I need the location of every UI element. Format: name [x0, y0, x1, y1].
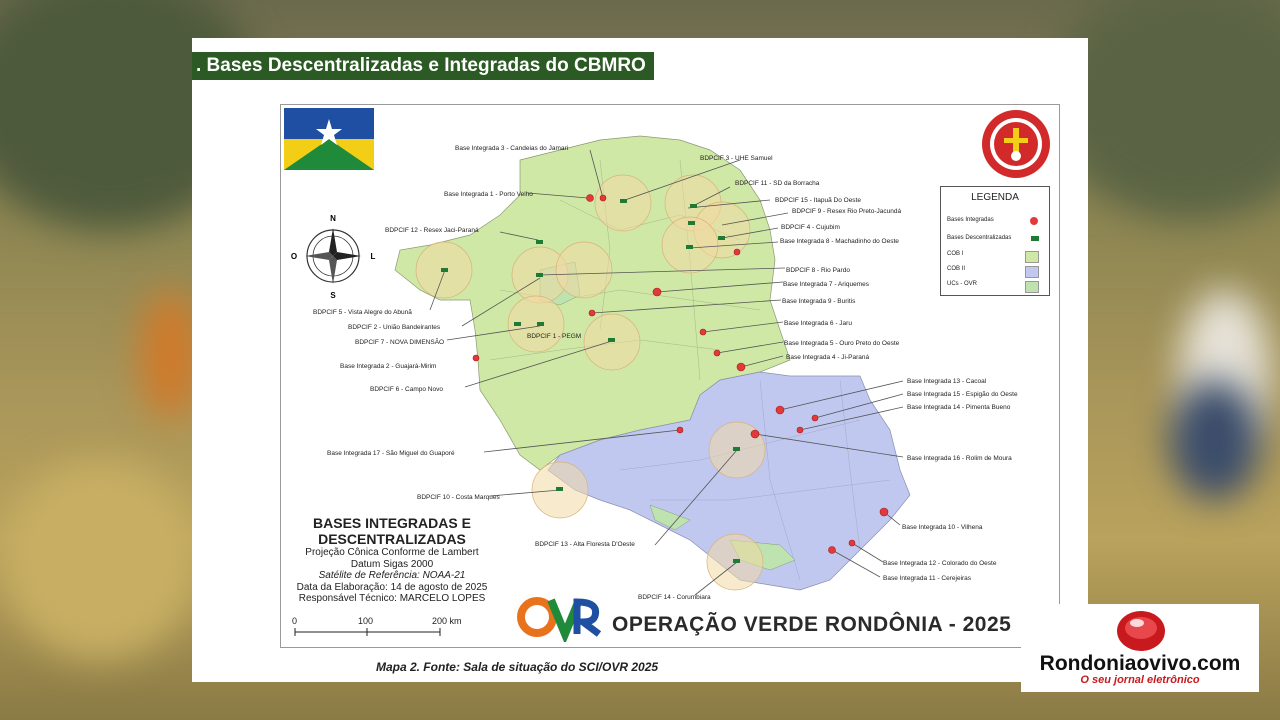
- buffer-circle: [556, 242, 612, 298]
- operation-title: OPERAÇÃO VERDE RONDÔNIA - 2025: [612, 613, 1012, 636]
- map-title-block: [292, 515, 492, 605]
- base-integrada-marker: [829, 547, 836, 554]
- projection-text: Projeção Cônica Conforme de Lambert: [305, 547, 479, 558]
- map-place-label: Base Integrada 5 - Ouro Preto do Oeste: [784, 340, 900, 347]
- map-place-label: BDPCIF 4 - Cujubim: [781, 224, 840, 231]
- map-place-label: BDPCIF 14 - Corumbiara: [638, 594, 711, 601]
- map-place-label: Base Integrada 1 - Porto Velho: [444, 191, 533, 198]
- map-place-label: Base Integrada 6 - Jaru: [784, 320, 852, 327]
- legend-title: LEGENDA: [971, 192, 1019, 203]
- base-integrada-marker: [734, 249, 740, 255]
- legend-item: [947, 217, 1043, 229]
- map-title: [292, 515, 492, 547]
- date-text: Data da Elaboração: 14 de agosto de 2025: [296, 581, 488, 593]
- base-integrada-marker: [751, 430, 759, 438]
- base-integrada-marker: [589, 310, 595, 316]
- map-place-label: Base Integrada 2 - Guajará-Mirim: [340, 363, 437, 370]
- map-place-label: Base Integrada 3 - Candeias do Jamari: [455, 145, 569, 152]
- fire-truck-icon: [690, 204, 697, 208]
- legend-label: Bases Descentralizadas: [947, 235, 1012, 241]
- fire-truck-icon: [537, 322, 544, 326]
- ovr-logo: [515, 592, 605, 642]
- watermark-name: Rondoniaovivo.com: [1039, 652, 1241, 675]
- map-title-line: DESCENTRALIZADAS: [318, 531, 466, 547]
- fire-truck-icon: [733, 559, 740, 563]
- map-place-label: Base Integrada 8 - Machadinho do Oeste: [780, 238, 899, 245]
- map-place-label: BDPCIF 3 - UHE Samuel: [700, 155, 773, 162]
- cbmro-seal-logo: [980, 108, 1052, 180]
- base-integrada-marker: [776, 406, 784, 414]
- fire-truck-icon: [556, 487, 563, 491]
- map-place-label: BDPCIF 9 - Resex Rio Preto-Jacundá: [792, 208, 902, 215]
- map-place-label: BDPCIF 7 - NOVA DIMENSÃO: [355, 339, 445, 346]
- satellite-text: Satélite de Referência: NOAA-21: [318, 570, 466, 581]
- legend-label: UCs - OVR: [947, 281, 977, 287]
- base-integrada-marker: [812, 415, 818, 421]
- datum-text: Datum Sigas 2000: [350, 558, 434, 570]
- map-place-label: Base Integrada 14 - Pimenta Bueno: [907, 404, 1011, 411]
- legend-label: Bases Integradas: [947, 217, 994, 223]
- map-place-label: BDPCIF 1 - PEGM: [527, 333, 582, 340]
- base-integrada-marker: [880, 508, 888, 516]
- map-place-label: Base Integrada 9 - Buritis: [782, 298, 856, 305]
- compass-l: L: [370, 252, 376, 261]
- legend-item: [947, 235, 1043, 247]
- map-place-label: Base Integrada 12 - Colorado do Oeste: [883, 560, 997, 567]
- responsible-text: Responsável Técnico: MARCELO LOPES: [298, 593, 486, 604]
- map-place-label: Base Integrada 16 - Rolim de Moura: [907, 455, 1012, 462]
- compass-n: N: [330, 214, 336, 223]
- fire-truck-icon: [733, 447, 740, 451]
- compass-o: O: [290, 252, 298, 261]
- red-dot-icon: [1030, 217, 1038, 225]
- base-integrada-marker: [677, 427, 683, 433]
- fire-truck-icon: [441, 268, 448, 272]
- map-place-label: BDPCIF 15 - Itapuã Do Oeste: [775, 197, 861, 204]
- map-place-label: Base Integrada 13 - Cacoal: [907, 378, 987, 385]
- legend-label: COB II: [947, 266, 966, 272]
- fire-truck-icon: [514, 322, 521, 326]
- rondoniaovivo-watermark: [1021, 604, 1259, 692]
- fire-truck-icon: [620, 199, 627, 203]
- base-integrada-marker: [600, 195, 606, 201]
- base-integrada-marker: [700, 329, 706, 335]
- scale-label-200: 200 km: [432, 616, 462, 626]
- fire-truck-icon: [608, 338, 615, 342]
- map-place-label: BDPCIF 5 - Vista Alegre do Abunã: [313, 309, 412, 316]
- fire-truck-icon: [536, 273, 543, 277]
- rondonia-flag: [284, 108, 374, 170]
- legend-item: [947, 251, 1043, 263]
- legend-label: COB I: [947, 251, 964, 257]
- map-place-label: Base Integrada 4 - Ji-Paraná: [786, 354, 870, 361]
- map-caption: Mapa 2. Fonte: Sala de situação do SCI/OVR 2025: [375, 660, 659, 674]
- map-place-label: Base Integrada 10 - Vilhena: [902, 524, 983, 531]
- map-place-label: Base Integrada 7 - Ariquemes: [783, 281, 869, 288]
- section-title: . Bases Descentralizadas e Integradas do CBMRO: [192, 52, 654, 80]
- legend-item: [947, 266, 1043, 278]
- legend-item: [947, 281, 1043, 293]
- map-place-label: Base Integrada 15 - Espigão do Oeste: [907, 391, 1018, 398]
- legend-swatch: [1025, 251, 1039, 263]
- legend-swatch: [1025, 266, 1039, 278]
- base-integrada-marker: [737, 363, 745, 371]
- map-place-label: BDPCIF 12 - Resex Jaci-Paraná: [385, 227, 479, 234]
- fire-truck-icon: [688, 221, 695, 225]
- scale-label-0: 0: [292, 616, 298, 626]
- scale-bar: [295, 628, 440, 636]
- map-place-label: BDPCIF 6 - Campo Novo: [370, 386, 443, 393]
- base-integrada-marker: [587, 195, 594, 202]
- map-place-label: BDPCIF 13 - Alta Floresta D'Oeste: [535, 541, 635, 548]
- map-place-label: BDPCIF 11 - SD da Borracha: [735, 180, 820, 187]
- base-integrada-marker: [849, 540, 855, 546]
- fire-truck-icon: [686, 245, 693, 249]
- compass-s: S: [330, 291, 336, 300]
- legend-swatch: [1025, 281, 1039, 293]
- compass-rose-icon: [290, 212, 376, 300]
- map-place-label: Base Integrada 11 - Cerejeiras: [883, 575, 972, 582]
- fire-truck-icon: [1031, 236, 1039, 241]
- base-integrada-marker: [653, 288, 661, 296]
- map-place-label: BDPCIF 2 - União Bandeirantes: [348, 324, 441, 331]
- map-place-label: Base Integrada 17 - São Miguel do Guaporé: [327, 450, 455, 457]
- base-integrada-marker: [797, 427, 803, 433]
- watermark-tagline: O seu jornal eletrônico: [1080, 674, 1200, 686]
- map-legend: [940, 186, 1050, 296]
- fire-truck-icon: [536, 240, 543, 244]
- base-integrada-marker: [473, 355, 479, 361]
- scale-label-100: 100: [358, 616, 374, 626]
- rondoniaovivo-logo-icon: [1115, 608, 1167, 654]
- map-place-label: BDPCIF 10 - Costa Marques: [417, 494, 500, 501]
- map-place-label: BDPCIF 8 - Rio Pardo: [786, 267, 850, 274]
- map-title-line: BASES INTEGRADAS E: [313, 515, 471, 531]
- fire-truck-icon: [718, 236, 725, 240]
- base-integrada-marker: [714, 350, 720, 356]
